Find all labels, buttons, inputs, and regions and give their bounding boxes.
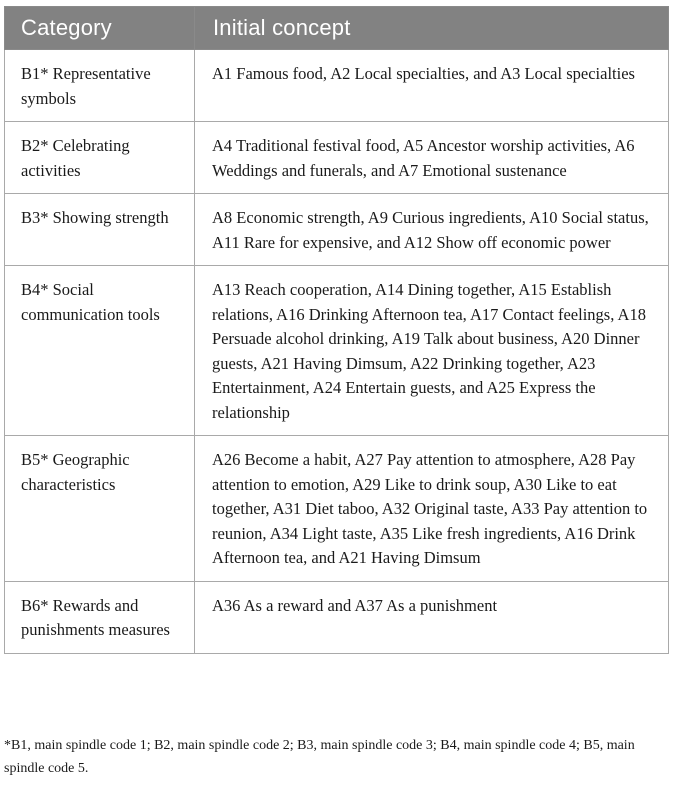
table-row [5,436,669,582]
concept-cell: A4 Traditional festival food, A5 Ancestor worship activities, A6 Weddings and funerals, and A7 Emotional sustenance [195,122,669,194]
table-row [5,122,669,194]
column-header-category: Category [5,7,195,50]
category-cell: B1* Representative symbols [5,50,195,122]
concept-table-container [4,6,668,654]
concept-table [4,6,669,654]
table-header-row [5,7,669,50]
concept-cell: A8 Economic strength, A9 Curious ingredients, A10 Social status, A11 Rare for expensive, and A12 Show off economic power [195,194,669,266]
category-cell: B2* Celebrating activities [5,122,195,194]
column-header-initial-concept: Initial concept [195,7,669,50]
concept-cell: A13 Reach cooperation, A14 Dining together, A15 Establish relations, A16 Drinking Afternoon tea, A17 Contact feelings, A18 Persuade alcohol drinking, A19 Talk about business, A20 Dinner guests, A21 Having Dimsum, A22 Drinking together, A23 Entertainment, A24 Entertain guests, and A25 Express the relationship [195,266,669,436]
table-footnote: *B1, main spindle code 1; B2, main spindle code 2; B3, main spindle code 3; B4, main spindle code 4; B5, main spindle code 5. [4,738,635,776]
category-cell: B6* Rewards and punishments measures [5,581,195,653]
table-row [5,266,669,436]
concept-cell: A36 As a reward and A37 As a punishment [195,581,669,653]
table-row [5,194,669,266]
table-row [5,581,669,653]
table-row [5,50,669,122]
category-cell: B3* Showing strength [5,194,195,266]
category-cell: B4* Social communication tools [5,266,195,436]
concept-cell: A26 Become a habit, A27 Pay attention to atmosphere, A28 Pay attention to emotion, A29 Like to drink soup, A30 Like to eat together, A31 Diet taboo, A32 Original taste, A33 Pay attention to reunion, A34 Light taste, A35 Like fresh ingredients, A16 Drink Afternoon tea, and A21 Having Dimsum [195,436,669,582]
category-cell: B5* Geographic characteristics [5,436,195,582]
concept-cell: A1 Famous food, A2 Local specialties, and A3 Local specialties [195,50,669,122]
